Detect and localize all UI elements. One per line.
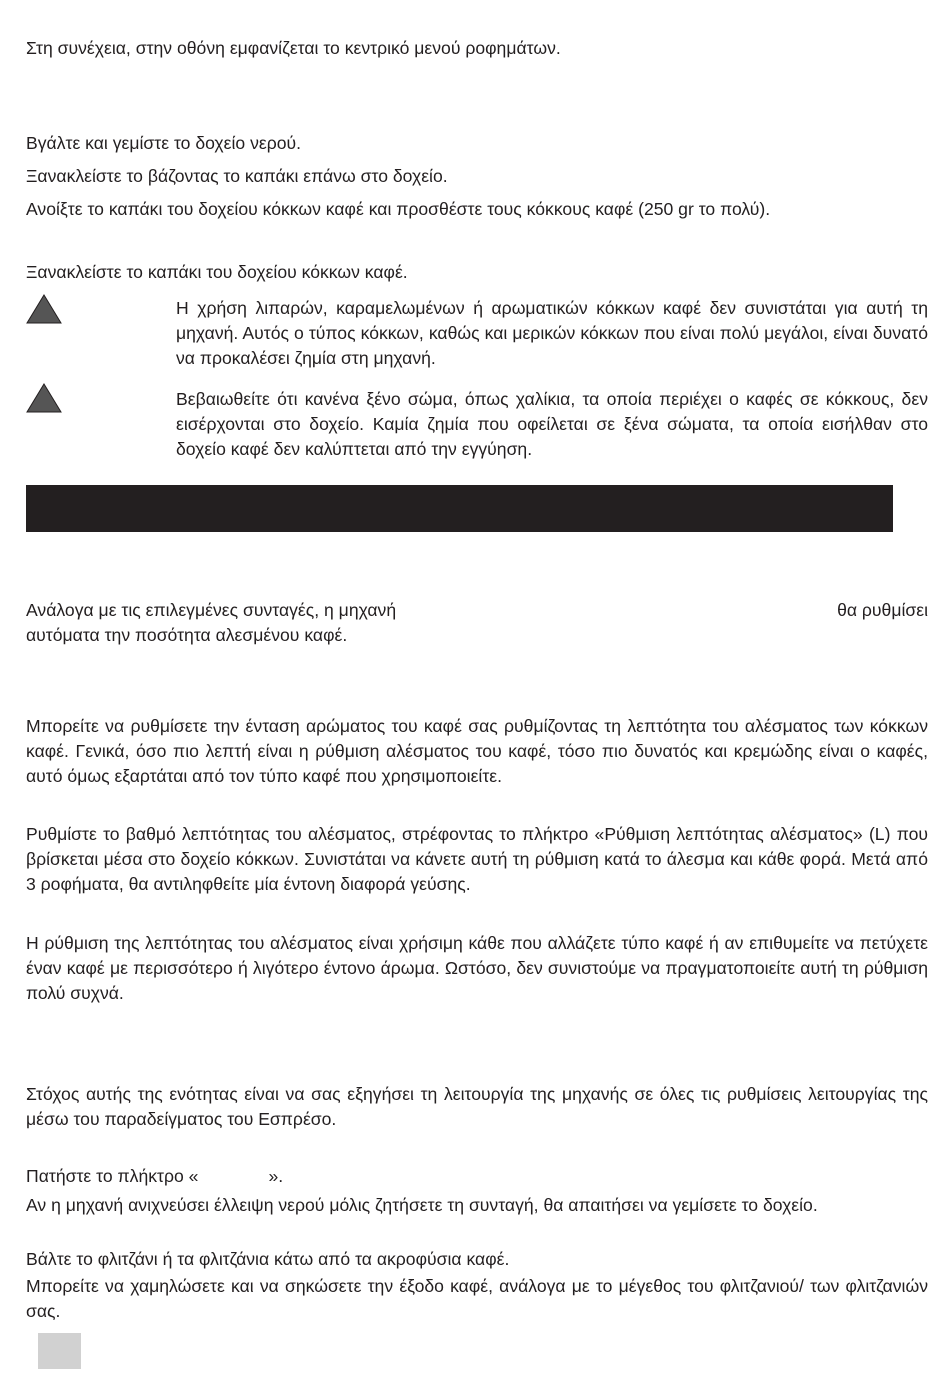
auto-dose-text-line2: αυτόματα την ποσότητα αλεσμένου καφέ.: [26, 625, 348, 645]
step-close-bean-lid: Ξανακλείστε το καπάκι του δοχείου κόκκων καφέ.: [26, 262, 408, 282]
auto-dose-text-start: Ανάλογα με τις επιλεγμένες συνταγές, η μηχανή: [26, 600, 397, 620]
press-key-instruction: [26, 1164, 283, 1189]
menu-intro-text: Στη συνέχεια, στην οθόνη εμφανίζεται το κεντρικό μενού ροφημάτων.: [26, 38, 561, 58]
grind-paragraph-2: Ρυθμίστε το βαθμό λεπτότητας του αλέσματος, στρέφοντας το πλήκτρο «Ρύθμιση λεπτότητας αλέσματος» (L) που βρίσκεται μέσα στο δοχείο κόκκων. Συνιστάται να κάνετε αυτή τη ρύθμιση κατά το άλεσμα και κάθε φορά. Μετά από 3 ροφήματα, θα αντιληφθείτε μία έντονη διαφορά γεύσης.: [26, 824, 928, 894]
warning-text-beans: Η χρήση λιπαρών, καραμελωμένων ή αρωματικών κόκκων καφέ δεν συνιστάται για αυτή τη μηχανή. Αυτός ο τύπος κόκκων, καθώς και μερικών κόκκων που είναι πολύ μεγάλοι, είναι δυνατό να προκαλέσει ζημία στη μηχανή.: [176, 298, 928, 368]
place-cups-text: Βάλτε το φλιτζάνι ή τα φλιτζάνια κάτω από τα ακροφύσια καφέ.: [26, 1249, 510, 1269]
grind-paragraph-1: Μπορείτε να ρυθμίσετε την ένταση αρώματος του καφέ σας ρυθμίζοντας τη λεπτότητα του αλέσματος των κόκκων καφέ. Γενικά, όσο πιο λεπτή είναι η ρύθμιση αλέσματος του καφέ, τόσο πιο δυνατός και κρεμώδης είναι ο καφές, αυτό όμως εξαρτάται από τον τύπο καφέ που χρησιμοποιείτε.: [26, 716, 928, 786]
step-fill-water: Βγάλτε και γεμίστε το δοχείο νερού.: [26, 133, 302, 153]
espresso-intro: Στόχος αυτής της ενότητας είναι να σας εξηγήσει τη λειτουργία της μηχανής σε όλες τις ρυθμίσεις λειτουργίας της μέσω του παραδείγματος του Εσπρέσο.: [26, 1084, 928, 1129]
page-number-box: [38, 1333, 81, 1369]
auto-dose-text-end: θα ρυθμίσει: [837, 600, 928, 620]
grind-paragraph-3: Η ρύθμιση της λεπτότητας του αλέσματος είναι χρήσιμη κάθε που αλλάζετε τύπο καφέ ή αν επιθυμείτε να πετύχετε έναν καφέ με περισσότερο ή λιγότερο έντονο άρωμα. Ωστόσο, δεν συνιστούμε να πραγματοποιείτε αυτή τη ρύθμιση πολύ συχνά.: [26, 933, 928, 1003]
step-add-beans: Ανοίξτε το καπάκι του δοχείου κόκκων καφέ και προσθέστε τους κόκκους καφέ (250 gr το πολύ).: [26, 199, 771, 219]
warning-triangle-icon: [26, 383, 62, 413]
press-key-text: Πατήστε το πλήκτρο «: [26, 1166, 199, 1186]
water-check-text: Αν η μηχανή ανιχνεύσει έλλειψη νερού μόλις ζητήσετε τη συνταγή, θα απαιτήσει να γεμίσετε το δοχείο.: [26, 1195, 818, 1215]
section-header-bar: [26, 485, 893, 532]
step-close-water-lid: Ξανακλείστε το βάζοντας το καπάκι επάνω στο δοχείο.: [26, 166, 448, 186]
warning-triangle-icon: [26, 294, 62, 324]
adjust-spout-text: Μπορείτε να χαμηλώσετε και να σηκώσετε την έξοδο καφέ, ανάλογα με το μέγεθος του φλιτζανιού/ των φλιτζανιών σας.: [26, 1276, 928, 1321]
warning-text-foreign-objects: Βεβαιωθείτε ότι κανένα ξένο σώμα, όπως χαλίκια, τα οποία περιέχει ο καφές σε κόκκους, δεν εισέρχονται στο δοχείο. Καμία ζημία που οφείλεται σε ξένα σώματα, τα οποία εισήλθαν στο δοχείο καφέ δεν καλύπτεται από την εγγύηση.: [176, 389, 928, 459]
press-key-close: ».: [268, 1166, 284, 1186]
